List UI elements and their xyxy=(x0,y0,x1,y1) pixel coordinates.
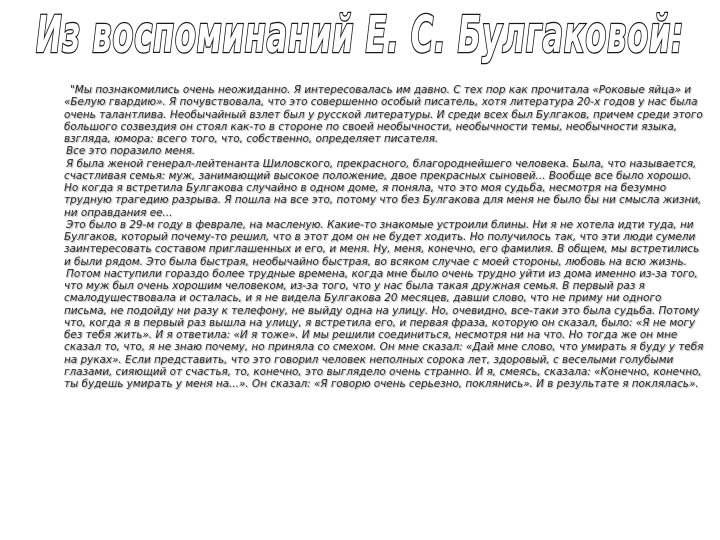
memoir-paragraph: Это было в 29-м году в феврале, на масленую. Какие-то знакомые устроили блины. Ни я не хотела идти туда, ни Булгаков, который почему-то решил, что в этот дом он не будет ходить. Но получилось так, что эти люди сумели заинтересовать составом приглашенных и его, и меня. Ну, меня, конечно, его фамилия. В общем, мы встретились и были рядом. Это была быстрая, необычайно быстрая, во всяком случае с моей стороны, любовь на всю жизнь. xyxy=(64,218,700,268)
memoir-paragraph: "Мы познакомились очень неожиданно. Я интересовалась им давно. С тех пор как прочитала «Роковые яйца» и «Белую гвардию». Я почувствовала, что это совершенно особый писатель, хотя литература 20-х годов у нас была очень талантлива. Необычайный взлет был у русской литературы. И среди всех был Булгаков, причем среди этого большого созвездия он стоял как-то в стороне по своей необычности, необычности темы, необычности языка, взгляда, юмора: всего того, что, собственно, определяет писателя. xyxy=(64,84,703,145)
slide-title-text: Из воспоминаний Е. С. Булгаковой: xyxy=(36,6,684,65)
memoir-text xyxy=(64,84,704,390)
memoir-paragraph: Я была женой генерал-лейтенанта Шиловского, прекрасного, благороднейшего человека. Была, что называется, счастливая семья: муж, занимающий высокое положение, двое прекрасных сыновей... Вообще все было хорошо. Но когда я встретила Булгакова случайно в одном доме, я поняла, что это моя судьба, несмотря на безумно трудную трагедию разрыва. Я пошла на все это, потому что без Булгакова для меня не было бы ни смысла жизни, ни оправдания ее... xyxy=(64,157,702,219)
memoir-paragraph: Все это поразило меня. xyxy=(66,145,196,158)
memoir-paragraph: Потом наступили гораздо более трудные времена, когда мне было очень трудно уйти из дома именно из-за того, что муж был очень хорошим человеком, из-за того, что у нас была такая дружная семья. В первый раз я смалодушествовала и осталась, и я не видела Булгакова 20 месяцев, давши слово, что не приму ни одного письма, не подойду ни разу к телефону, не выйду одна на улицу. Но, очевидно, все-таки это была судьба. Потому что, когда я в первый раз вышла на улицу, я встретила его, и первая фраза, которую он сказал, было: «Я не могу без тебя жить». И я ответила: «И я тоже». И мы решили соединиться, несмотря ни на что. Но тогда же он мне сказал то, что, я не знаю почему, но приняла со смехом. Он мне сказал: «Дай мне слово, что умирать я буду у тебя на руках». Если представить, что это говорил человек неполных сорока лет, здоровый, с веселыми голубыми глазами, сияющий от счастья, то, конечно, это выглядело очень странно. И я, смеясь, сказала: «Конечно, конечно, ты будешь умирать у меня на...». Он сказал: «Я говорю очень серьезно, поклянись». И в результате я поклялась». xyxy=(64,267,704,390)
slide-title xyxy=(0,0,720,76)
